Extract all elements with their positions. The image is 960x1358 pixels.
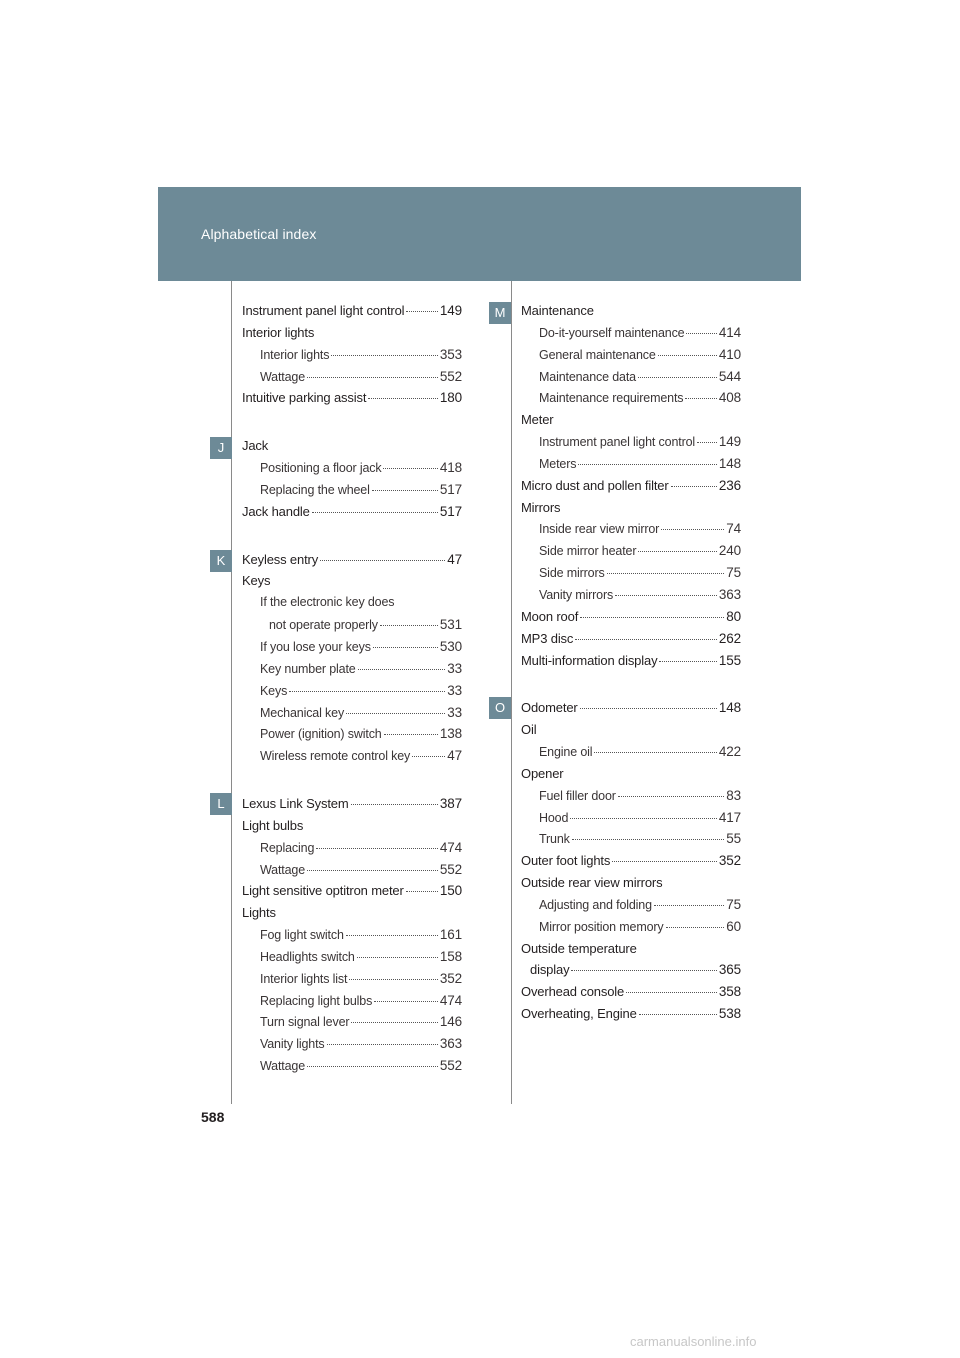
dot-leader <box>374 1001 438 1002</box>
entry-text: Inside rear view mirror <box>539 522 660 537</box>
index-entry <box>242 1058 462 1080</box>
dot-leader <box>626 992 717 993</box>
index-entry <box>521 722 741 744</box>
entry-page-number: 363 <box>718 586 741 602</box>
index-entry <box>242 438 462 460</box>
entry-page-number: 517 <box>439 481 462 497</box>
letter-tab-m: M <box>489 302 511 324</box>
dot-leader <box>697 442 717 443</box>
entry-text: Opener <box>521 765 564 781</box>
entry-text: Outside rear view mirrors <box>521 875 663 891</box>
index-entry <box>521 653 741 675</box>
entry-text: Mirrors <box>521 499 561 515</box>
index-entry <box>242 390 462 412</box>
entry-text: Maintenance requirements <box>539 391 684 406</box>
dot-leader <box>578 464 717 465</box>
entry-page-number: 408 <box>718 390 741 406</box>
dot-leader <box>373 647 438 648</box>
entry-text: Micro dust and pollen filter <box>521 477 669 493</box>
index-entry <box>242 552 462 574</box>
entry-page-number: 363 <box>439 1036 462 1052</box>
dot-leader <box>289 691 445 692</box>
entry-page-number: 33 <box>447 704 462 720</box>
dot-leader <box>331 355 438 356</box>
dot-leader <box>349 979 438 980</box>
dot-leader <box>316 848 438 849</box>
entry-page-number: 75 <box>726 896 741 912</box>
index-entry <box>242 905 462 927</box>
entry-page-number: 47 <box>447 748 462 764</box>
index-entry <box>242 1036 462 1058</box>
dot-leader <box>307 870 438 871</box>
index-entry <box>242 504 462 526</box>
entry-text: Interior lights <box>260 347 330 362</box>
entry-text: Engine oil <box>539 745 593 760</box>
dot-leader <box>357 957 438 958</box>
index-entry <box>521 609 741 631</box>
entry-page-number: 158 <box>439 948 462 964</box>
entry-text: Odometer <box>521 700 578 716</box>
entry-text: Hood <box>539 810 569 825</box>
index-entry <box>521 744 741 766</box>
entry-page-number: 417 <box>718 809 741 825</box>
index-entry <box>242 726 462 748</box>
entry-page-number: 552 <box>439 368 462 384</box>
entry-text: Trunk <box>539 832 570 847</box>
dot-leader <box>666 927 725 928</box>
entry-text: Headlights switch <box>260 949 355 964</box>
entry-text: Lexus Link System <box>242 796 349 812</box>
index-entry <box>521 500 741 522</box>
index-entry <box>521 897 741 919</box>
dot-leader <box>312 512 438 513</box>
entry-text: Turn signal lever <box>260 1015 350 1030</box>
dot-leader <box>351 1022 438 1023</box>
entry-page-number: 148 <box>718 455 741 471</box>
section-gap <box>242 412 462 438</box>
index-entry <box>521 941 741 963</box>
entry-page-number: 75 <box>726 565 741 581</box>
entry-text: Key number plate <box>260 661 356 676</box>
dot-leader <box>570 818 717 819</box>
entry-text: Instrument panel light control <box>539 435 696 450</box>
entry-page-number: 353 <box>439 346 462 362</box>
dot-leader <box>372 490 438 491</box>
entry-text: Wattage <box>260 862 306 877</box>
index-entry <box>521 788 741 810</box>
entry-page-number: 474 <box>439 839 462 855</box>
index-entry <box>521 831 741 853</box>
index-entry <box>521 700 741 722</box>
entry-text: Outer foot lights <box>521 853 611 869</box>
entry-page-number: 365 <box>718 962 741 978</box>
entry-page-number: 155 <box>718 652 741 668</box>
entry-text: Wattage <box>260 369 306 384</box>
index-entry <box>242 1014 462 1036</box>
index-column-right <box>521 303 741 1028</box>
index-entry <box>521 875 741 897</box>
left-column-rule <box>231 281 232 1104</box>
dot-leader <box>686 333 716 334</box>
index-entry <box>521 565 741 587</box>
entry-page-number: 180 <box>439 390 462 406</box>
entry-page-number: 474 <box>439 992 462 1008</box>
entry-text: Vanity mirrors <box>539 587 614 602</box>
entry-text: Side mirror heater <box>539 544 637 559</box>
entry-text: Wireless remote control key <box>260 749 411 764</box>
index-entry <box>521 962 741 984</box>
entry-text: Maintenance <box>521 303 594 318</box>
entry-text: If the electronic key does <box>260 595 395 610</box>
entry-page-number: 150 <box>439 883 462 899</box>
index-entry <box>521 1006 741 1028</box>
entry-page-number: 552 <box>439 861 462 877</box>
index-entry <box>242 840 462 862</box>
entry-text: Mirror position memory <box>539 919 664 934</box>
entry-page-number: 33 <box>447 660 462 676</box>
index-entry <box>242 796 462 818</box>
dot-leader <box>412 756 445 757</box>
index-entry <box>521 810 741 832</box>
entry-text: Do-it-yourself maintenance <box>539 325 685 340</box>
entry-text: Positioning a floor jack <box>260 461 382 476</box>
entry-page-number: 149 <box>439 303 462 318</box>
index-entry <box>521 456 741 478</box>
index-entry <box>521 631 741 653</box>
dot-leader <box>607 573 725 574</box>
entry-page-number: 148 <box>718 700 741 716</box>
dot-leader <box>384 734 438 735</box>
entry-text: Intuitive parking assist <box>242 390 367 406</box>
dot-leader <box>671 486 717 487</box>
index-entry <box>521 390 741 412</box>
entry-text: If you lose your keys <box>260 639 371 654</box>
header-title: Alphabetical index <box>201 226 317 242</box>
index-entry <box>242 460 462 482</box>
index-column-left <box>242 303 462 1080</box>
entry-page-number: 552 <box>439 1058 462 1074</box>
dot-leader <box>580 708 717 709</box>
entry-page-number: 47 <box>447 551 462 567</box>
entry-text: MP3 disc <box>521 630 574 646</box>
entry-text: Meter <box>521 412 554 428</box>
index-entry <box>521 369 741 391</box>
dot-leader <box>594 752 717 753</box>
entry-text: Jack handle <box>242 503 310 519</box>
entry-page-number: 236 <box>718 477 741 493</box>
entry-text: Side mirrors <box>539 566 605 581</box>
index-entry <box>242 993 462 1015</box>
entry-page-number: 422 <box>718 744 741 760</box>
entry-text: Interior lights <box>242 324 315 340</box>
index-entry <box>242 303 462 325</box>
dot-leader <box>571 970 717 971</box>
entry-text: Lights <box>242 905 276 921</box>
entry-text: General maintenance <box>539 347 656 362</box>
dot-leader <box>659 661 717 662</box>
index-entry <box>521 434 741 456</box>
index-entry <box>242 482 462 504</box>
index-entry <box>242 748 462 770</box>
index-entry <box>521 587 741 609</box>
section-gap <box>242 526 462 552</box>
page-header <box>158 187 801 281</box>
dot-leader <box>615 595 717 596</box>
entry-page-number: 161 <box>439 927 462 943</box>
entry-page-number: 138 <box>439 726 462 742</box>
entry-text: Instrument panel light control <box>242 303 405 318</box>
entry-text: Multi-information display <box>521 652 658 668</box>
entry-page-number: 60 <box>726 918 741 934</box>
index-entry <box>521 303 741 325</box>
entry-page-number: 387 <box>439 796 462 812</box>
entry-page-number: 262 <box>718 630 741 646</box>
entry-text: not operate properly <box>269 618 378 633</box>
dot-leader <box>638 377 717 378</box>
dot-leader <box>307 1066 438 1067</box>
entry-text: Meters <box>539 456 577 471</box>
dot-leader <box>618 796 724 797</box>
index-entry <box>242 617 462 639</box>
watermark: carmanualsonline.info <box>630 1334 757 1349</box>
entry-text: Adjusting and folding <box>539 897 652 912</box>
index-entry <box>521 984 741 1006</box>
dot-leader <box>346 935 438 936</box>
dot-leader <box>307 377 438 378</box>
entry-page-number: 538 <box>718 1006 741 1022</box>
entry-text: Light bulbs <box>242 817 304 833</box>
entry-text: Interior lights list <box>260 971 348 986</box>
index-entry <box>521 478 741 500</box>
index-entry <box>242 927 462 949</box>
entry-text: Replacing <box>260 840 315 855</box>
entry-text: Vanity lights <box>260 1037 325 1052</box>
dot-leader <box>572 839 725 840</box>
entry-text: Light sensitive optitron meter <box>242 883 404 899</box>
entry-text: Wattage <box>260 1059 306 1074</box>
dot-leader <box>658 355 717 356</box>
index-entry <box>242 325 462 347</box>
index-entry <box>521 412 741 434</box>
entry-page-number: 352 <box>718 853 741 869</box>
section-gap <box>242 770 462 796</box>
entry-text: display <box>530 962 570 978</box>
index-entry <box>242 661 462 683</box>
dot-leader <box>351 804 438 805</box>
index-entry <box>242 573 462 595</box>
entry-text: Fog light switch <box>260 928 344 943</box>
entry-page-number: 74 <box>726 521 741 537</box>
entry-page-number: 55 <box>726 831 741 847</box>
entry-text: Replacing light bulbs <box>260 993 373 1008</box>
index-entry <box>521 853 741 875</box>
entry-page-number: 149 <box>718 434 741 450</box>
dot-leader <box>320 560 445 561</box>
entry-page-number: 358 <box>718 984 741 1000</box>
letter-tab-j: J <box>210 437 232 459</box>
entry-page-number: 146 <box>439 1014 462 1030</box>
entry-page-number: 80 <box>726 608 741 624</box>
entry-page-number: 83 <box>726 787 741 803</box>
entry-page-number: 531 <box>439 617 462 633</box>
index-entry <box>242 683 462 705</box>
entry-text: Jack <box>242 438 269 454</box>
index-entry <box>521 919 741 941</box>
entry-text: Fuel filler door <box>539 788 616 803</box>
entry-page-number: 418 <box>439 460 462 476</box>
letter-tab-l: L <box>210 793 232 815</box>
entry-page-number: 544 <box>718 368 741 384</box>
index-entry <box>521 543 741 565</box>
entry-text: Keys <box>260 683 288 698</box>
dot-leader <box>639 1014 717 1015</box>
entry-text: Overheating, Engine <box>521 1006 637 1022</box>
letter-tab-k: K <box>210 550 232 572</box>
index-entry <box>242 705 462 727</box>
index-entry <box>242 862 462 884</box>
entry-text: Power (ignition) switch <box>260 727 382 742</box>
entry-text: Moon roof <box>521 608 579 624</box>
dot-leader <box>638 551 717 552</box>
index-entry <box>521 766 741 788</box>
entry-page-number: 530 <box>439 638 462 654</box>
entry-page-number: 414 <box>718 324 741 340</box>
dot-leader <box>575 639 717 640</box>
dot-leader <box>346 713 445 714</box>
dot-leader <box>368 398 438 399</box>
index-entry <box>521 521 741 543</box>
dot-leader <box>612 861 717 862</box>
entry-text: Oil <box>521 722 537 738</box>
index-entry <box>242 369 462 391</box>
letter-tab-o: O <box>489 697 511 719</box>
middle-column-rule <box>511 281 512 1104</box>
dot-leader <box>327 1044 438 1045</box>
index-entry <box>242 347 462 369</box>
index-entry <box>242 595 462 617</box>
entry-text: Outside temperature <box>521 940 637 956</box>
entry-page-number: 517 <box>439 503 462 519</box>
entry-page-number: 352 <box>439 970 462 986</box>
section-gap <box>521 674 741 700</box>
dot-leader <box>661 529 724 530</box>
dot-leader <box>406 311 437 312</box>
index-entry <box>521 325 741 347</box>
dot-leader <box>358 669 446 670</box>
entry-text: Keyless entry <box>242 551 319 567</box>
index-entry <box>242 949 462 971</box>
entry-page-number: 33 <box>447 682 462 698</box>
index-entry <box>242 883 462 905</box>
entry-text: Maintenance data <box>539 369 636 384</box>
dot-leader <box>380 625 438 626</box>
dot-leader <box>654 905 724 906</box>
dot-leader <box>580 617 724 618</box>
dot-leader <box>685 398 717 399</box>
index-entry <box>242 639 462 661</box>
page-number: 588 <box>201 1109 225 1125</box>
index-entry <box>521 347 741 369</box>
entry-text: Mechanical key <box>260 705 345 720</box>
entry-page-number: 410 <box>718 346 741 362</box>
entry-text: Overhead console <box>521 984 625 1000</box>
index-entry <box>242 818 462 840</box>
dot-leader <box>406 891 438 892</box>
index-entry <box>242 971 462 993</box>
entry-text: Replacing the wheel <box>260 482 370 497</box>
entry-text: Keys <box>242 573 271 589</box>
dot-leader <box>383 468 437 469</box>
entry-page-number: 240 <box>718 543 741 559</box>
